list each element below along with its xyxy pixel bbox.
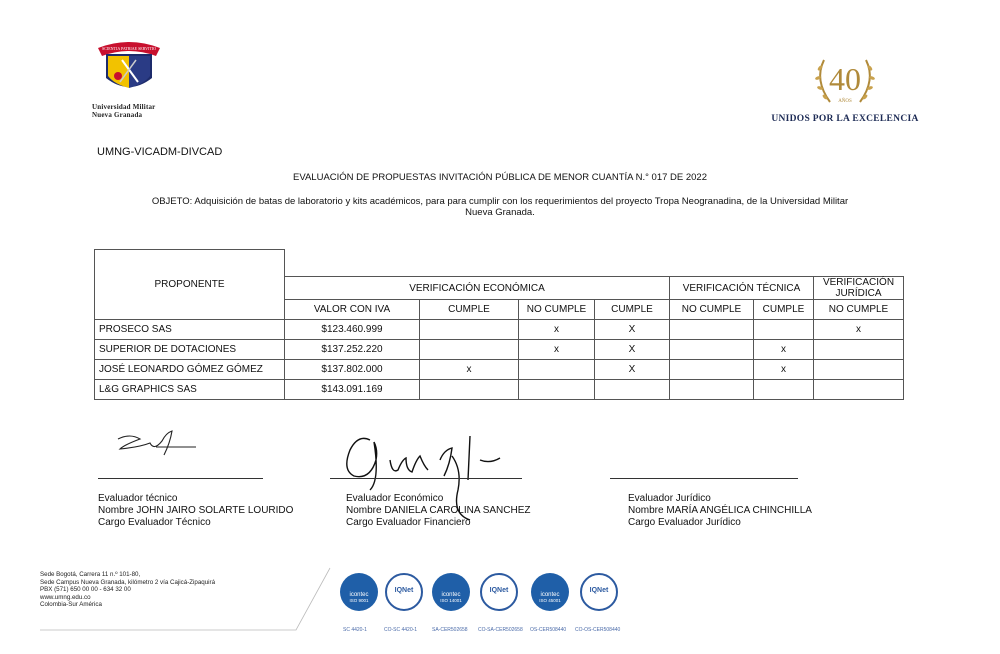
row-proponente: JOSÉ LEONARDO GÓMEZ GÓMEZ (95, 360, 285, 380)
iqnet-certificate-icon: IQNet (480, 573, 518, 611)
university-name-line1: Universidad Militar (92, 103, 156, 111)
row-jur-cumple (754, 380, 814, 400)
cert-code: CO-SC 4420-1 (384, 627, 418, 633)
group-juridica: VERIFICACIÓN JURÍDICA (814, 277, 904, 300)
col-eco-cumple: CUMPLE (420, 300, 519, 320)
row-eco-cumple (420, 320, 519, 340)
anniversary-word: AÑOS (838, 99, 852, 104)
signature-line-juridico (610, 478, 798, 479)
row-proponente: SUPERIOR DE DOTACIONES (95, 340, 285, 360)
row-valor: $137.802.000 (285, 360, 420, 380)
group-economica: VERIFICACIÓN ECONÓMICA (285, 277, 670, 300)
row-valor: $143.091.169 (285, 380, 420, 400)
evaluador-economico-role: Evaluador Económico (346, 493, 444, 504)
col-tec-no-cumple: NO CUMPLE (670, 300, 754, 320)
row-tec-cumple: X (595, 360, 670, 380)
col-valor-con-iva: VALOR CON IVA (285, 300, 420, 320)
row-eco-cumple (420, 340, 519, 360)
table-row (95, 360, 904, 380)
document-title: EVALUACIÓN DE PROPUESTAS INVITACIÓN PÚBLICA DE MENOR CUANTÍA N.° 017 DE 2022 (293, 172, 707, 183)
evaluation-table (94, 249, 904, 400)
evaluador-tecnico-role: Evaluador técnico (98, 493, 178, 504)
signature-tecnico-icon (110, 425, 200, 461)
row-tec-cumple (595, 380, 670, 400)
university-seal-icon (92, 38, 166, 98)
footer-line-3: PBX (571) 650 00 00 - 634 32 00 (40, 586, 131, 593)
signature-block-tecnico (98, 493, 293, 529)
cert-code: CO-OS-CER508440 (575, 627, 621, 633)
cert-code: SA-CER502658 (432, 627, 468, 633)
table-row (95, 340, 904, 360)
row-eco-cumple: x (420, 360, 519, 380)
icontec-iso-14001-icon: icontec ISO 14001 (432, 573, 470, 611)
cert-code: SC 4420-1 (343, 627, 367, 633)
row-eco-no-cumple (519, 380, 595, 400)
row-jur-cumple: x (754, 360, 814, 380)
row-tec-cumple: X (595, 340, 670, 360)
row-proponente: PROSECO SAS (95, 320, 285, 340)
col-eco-no-cumple: NO CUMPLE (519, 300, 595, 320)
footer-divider (40, 564, 340, 634)
table-row (95, 320, 904, 340)
signature-line-tecnico (98, 478, 263, 479)
laurel-wreath-icon (810, 52, 880, 108)
footer-line-2: Sede Campus Nueva Granada, kilómetro 2 vía Cajicá-Zipaquirá (40, 578, 216, 586)
evaluador-juridico-role: Evaluador Jurídico (628, 493, 711, 504)
iqnet-certificate-icon: IQNet (385, 573, 423, 611)
col-jur-cumple: CUMPLE (754, 300, 814, 320)
row-eco-cumple (420, 380, 519, 400)
icontec-iso-45001-icon: icontec ISO 45001 (531, 573, 569, 611)
evaluador-economico-name: Nombre DANIELA CAROLINA SANCHEZ (346, 505, 531, 516)
objeto-line-1: OBJETO: Adquisición de batas de laboratorio y kits académicos, para para cumplir con los requerimientos del proyecto Tropa Neogranadina, de la Universidad Militar (151, 196, 849, 207)
row-tec-no-cumple (670, 360, 754, 380)
anniversary-motto: UNIDOS POR LA EXCELENCIA (771, 114, 919, 124)
group-tecnica: VERIFICACIÓN TÉCNICA (670, 277, 814, 300)
footer-line-5: Colombia-Sur América (40, 601, 102, 608)
evaluador-economico-cargo: Cargo Evaluador Financiero (346, 517, 471, 528)
footer-line-4: www.umng.edu.co (40, 593, 91, 601)
row-jur-no-cumple (814, 360, 904, 380)
evaluador-juridico-name: Nombre MARÍA ANGÉLICA CHINCHILLA (628, 505, 812, 516)
row-tec-no-cumple (670, 340, 754, 360)
university-name-line2: Nueva Granada (92, 111, 143, 119)
row-jur-cumple: x (754, 340, 814, 360)
row-jur-no-cumple: x (814, 320, 904, 340)
row-valor: $123.460.999 (285, 320, 420, 340)
cert-code: CO-SA-CER502658 (478, 627, 523, 633)
signature-line-economico (330, 478, 522, 479)
table-row (95, 380, 904, 400)
proponente-header: PROPONENTE (95, 250, 285, 320)
col-tec-cumple: CUMPLE (595, 300, 670, 320)
row-jur-no-cumple (814, 380, 904, 400)
evaluador-tecnico-name: Nombre JOHN JAIRO SOLARTE LOURIDO (98, 505, 294, 516)
cert-code: OS-CER508440 (530, 627, 567, 633)
svg-text:SCIENTIA PATRIAE SERVITIO: SCIENTIA PATRIAE SERVITIO (102, 46, 156, 51)
anniversary-number: 40 (829, 61, 861, 97)
row-eco-no-cumple (519, 360, 595, 380)
iqnet-certificate-icon: IQNet (580, 573, 618, 611)
document-code: UMNG-VICADM-DIVCAD (97, 146, 223, 158)
row-tec-cumple: X (595, 320, 670, 340)
row-proponente: L&G GRAPHICS SAS (95, 380, 285, 400)
col-jur-no-cumple: NO CUMPLE (814, 300, 904, 320)
header-spacer (285, 250, 904, 277)
signature-block-economico (346, 493, 531, 529)
signature-block-juridico (628, 493, 812, 529)
footer-line-1: Sede Bogotá, Carrera 11 n.º 101-80, (40, 571, 141, 578)
row-valor: $137.252.220 (285, 340, 420, 360)
document-objeto (100, 196, 900, 218)
row-jur-no-cumple (814, 340, 904, 360)
university-logo (92, 38, 166, 119)
objeto-line-2: Nueva Granada. (465, 207, 535, 218)
evaluador-tecnico-cargo: Cargo Evaluador Técnico (98, 517, 211, 528)
row-eco-no-cumple: x (519, 320, 595, 340)
row-tec-no-cumple (670, 380, 754, 400)
icontec-iso-9001-icon: icontec ISO 9001 (340, 573, 378, 611)
anniversary-logo (770, 52, 920, 124)
row-eco-no-cumple: x (519, 340, 595, 360)
row-tec-no-cumple (670, 320, 754, 340)
evaluador-juridico-cargo: Cargo Evaluador Jurídico (628, 517, 741, 528)
row-jur-cumple (754, 320, 814, 340)
